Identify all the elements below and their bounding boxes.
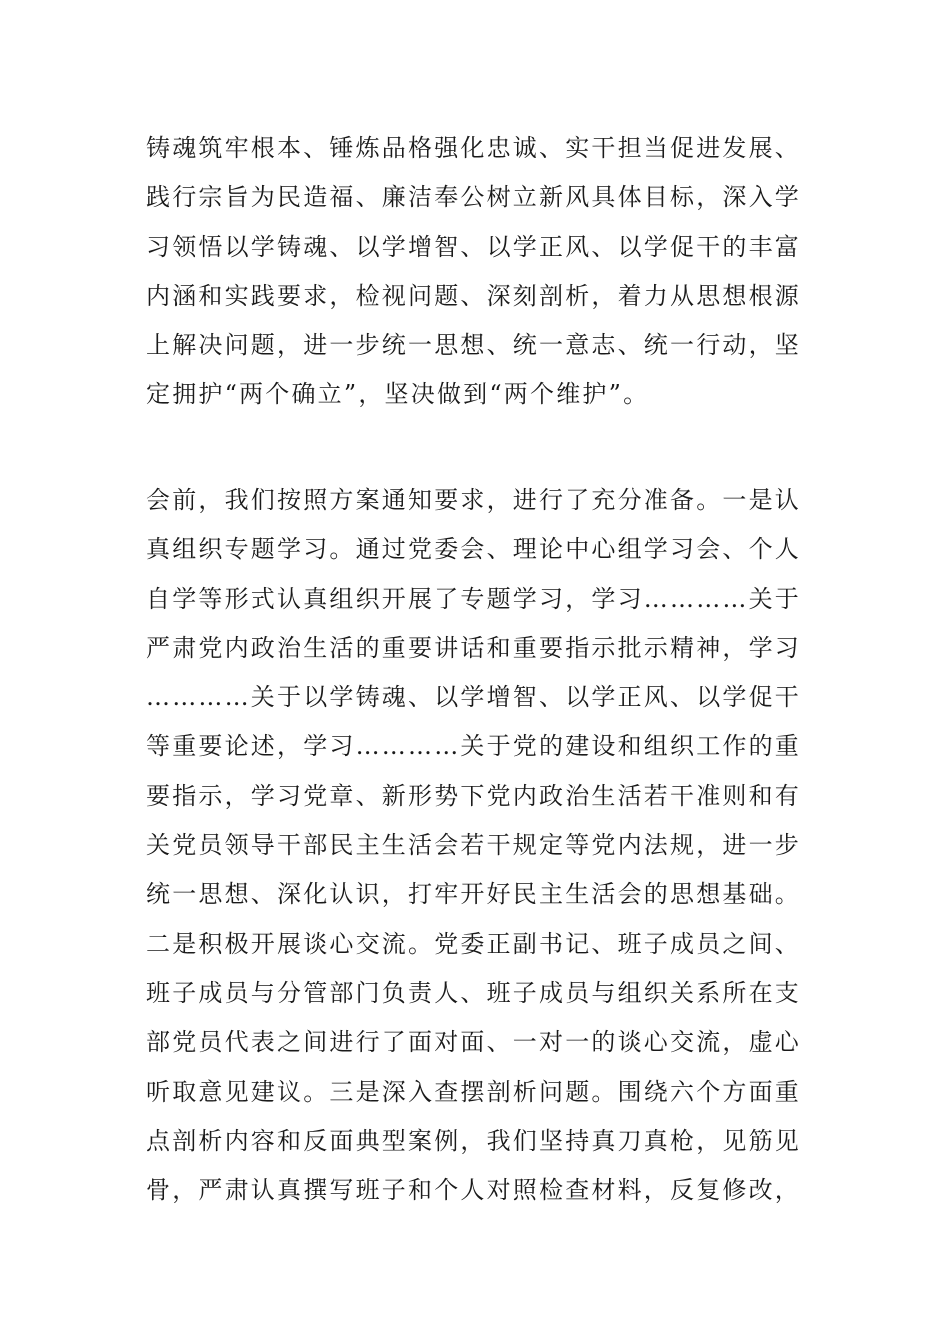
text-line: 真组织专题学习。通过党委会、理论中心组学习会、个人 (146, 535, 801, 564)
text-line: 统一思想、深化认识，打牢开好民主生活会的思想基础。 (146, 880, 801, 909)
text-line: 班子成员与分管部门负责人、班子成员与组织关系所在支 (146, 978, 801, 1007)
text-line: 骨，严肃认真撰写班子和个人对照检查材料，反复修改， (146, 1176, 801, 1205)
text-line: 定拥护“两个确立”，坚决做到“两个维护”。 (146, 380, 650, 409)
text-line: 严肃党内政治生活的重要讲话和重要指示批示精神，学习 (146, 633, 801, 662)
text-line: 践行宗旨为民造福、廉洁奉公树立新风具体目标，深入学 (146, 183, 801, 212)
text-line: 自学等形式认真组织开展了专题学习，学习…………关于 (146, 584, 801, 613)
text-line: 听取意见建议。三是深入查摆剖析问题。围绕六个方面重 (146, 1077, 801, 1106)
text-line: 内涵和实践要求，检视问题、深刻剖析，着力从思想根源 (146, 281, 801, 310)
text-line: 点剖析内容和反面典型案例，我们坚持真刀真枪，见筋见 (146, 1126, 801, 1155)
text-line: 铸魂筑牢根本、锤炼品格强化忠诚、实干担当促进发展、 (146, 134, 801, 162)
text-line: 会前，我们按照方案通知要求，进行了充分准备。一是认 (146, 486, 801, 514)
text-line: 要指示，学习党章、新形势下党内政治生活若干准则和有 (146, 781, 801, 810)
text-line: 关党员领导干部民主生活会若干规定等党内法规，进一步 (146, 831, 801, 860)
text-line: 等重要论述，学习…………关于党的建设和组织工作的重 (146, 732, 801, 761)
text-line: 二是积极开展谈心交流。党委正副书记、班子成员之间、 (146, 929, 801, 958)
paragraph-1 (146, 124, 806, 420)
paragraph-2 (146, 476, 806, 1215)
text-line: …………关于以学铸魂、以学增智、以学正风、以学促干 (146, 683, 801, 712)
text-line: 部党员代表之间进行了面对面、一对一的谈心交流，虚心 (146, 1028, 801, 1057)
text-line: 上解决问题，进一步统一思想、统一意志、统一行动，坚 (146, 331, 801, 360)
text-line: 习领悟以学铸魂、以学增智、以学正风、以学促干的丰富 (146, 232, 801, 261)
